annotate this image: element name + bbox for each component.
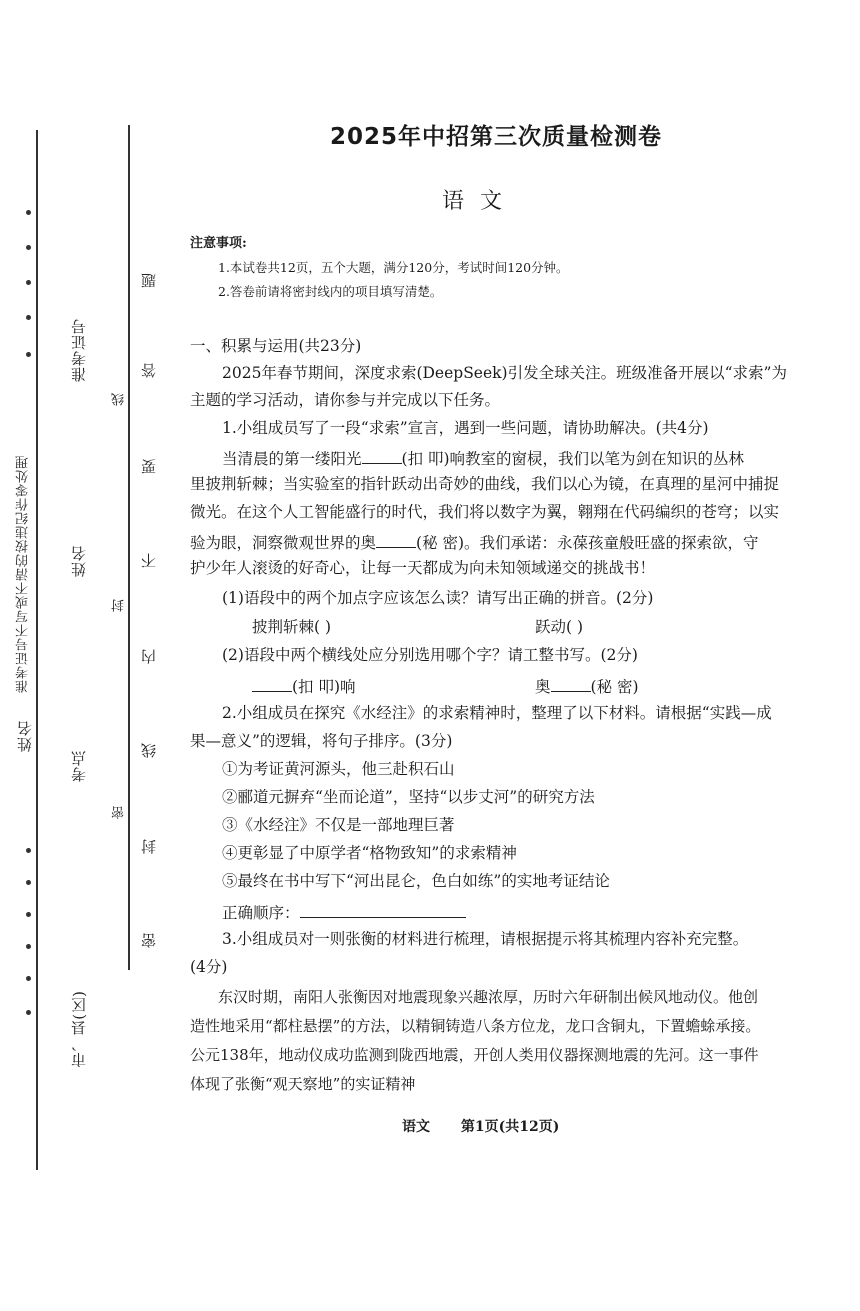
q2-answer-blank[interactable] [300,903,466,918]
notes-item-2: 2.答卷前请将密封线内的项目填写清楚。 [218,284,443,299]
q1-sub2: (2)语段中两个横线处应分别选用哪个字？请工整书写。(2分) [222,646,638,664]
q2-item-5: ⑤最终在书中写下“河出昆仑，色白如练”的实地考证结论 [222,872,610,890]
q3-para-2: 造性地采用“都柱悬摆”的方法，以精铜铸造八条方位龙，龙口含铜丸，下置蟾蜍承接。 [190,1017,761,1035]
q3-para-3: 公元138年，地动仪成功监测到陇西地震，开创人类用仪器探测地震的先河。这一事件 [190,1046,759,1064]
exam-title: 2025年中招第三次质量检测卷 [330,124,663,150]
seal-char-6: 线 [140,742,158,758]
notes-heading: 注意事项: [190,236,247,251]
q1-sub2-b-pre: 奥 [535,678,551,696]
q2-stem-2: 果—意义”的逻辑，将句子排序。(3分) [190,732,453,750]
q2-item-2: ②郦道元摒弃“坐而论道”，坚持“以步丈河”的研究方法 [222,788,595,806]
q1-sub2-b [535,677,639,696]
q3-para-1: 东汉时期，南阳人张衡因对地震现象兴趣浓厚，历时六年研制出候风地动仪。他创 [218,988,759,1006]
q3-para-4: 体现了张衡“观天察地”的实证精神 [190,1075,416,1093]
margin-dot [26,245,31,250]
margin-label-id: 准考证号 [70,318,88,382]
margin-dot [26,210,31,215]
exam-subject: 语文 [442,189,519,214]
q3-stem-2: (4分) [190,958,228,976]
seal-char-4: 不 [140,552,158,568]
q1-sub2-blank-1[interactable] [252,677,292,692]
margin-label-site: 考点 [70,750,88,782]
q1-stem: 1.小组成员写了一段“求索”宣言，遇到一些问题，请协助解决。(共4分) [222,419,709,437]
margin-dot [26,280,31,285]
footer-page: 第1页(共12页) [460,1119,560,1135]
seal-char-9: 线 [112,392,127,406]
margin-label-name: 姓名 [16,720,34,752]
q1-para-4a: 验为眼，洞察微观世界的奥 [190,534,377,552]
margin-dot [26,848,31,853]
seal-char-8: 密 [140,932,158,948]
q1-sub1-b[interactable]: 跃动( ) [535,618,584,636]
q1-blank-1[interactable] [362,449,402,464]
q1-sub2-blank-2[interactable] [551,677,591,692]
section-heading: 一、积累与运用(共23分) [190,337,362,355]
seal-char-1: 题 [140,272,158,288]
margin-dot [26,352,31,357]
seal-char-3: 要 [140,458,158,474]
q1-para-3: 微光。在这个人工智能盛行的时代，我们将以数字为翼，翱翔在代码编织的苍穹；以实 [190,503,780,521]
section-intro-1: 2025年春节期间，深度求索(DeepSeek)引发全球关注。班级准备开展以“求索”为 [222,364,787,382]
seal-char-2: 答 [140,362,158,378]
margin-dot [26,944,31,949]
notes-item-1: 1.本试卷共12页，五个大题，满分120分，考试时间120分钟。 [218,260,569,275]
q2-answer-label: 正确顺序： [222,904,300,922]
margin-label-name-2: 姓名 [70,545,88,577]
q1-para-4 [190,533,759,552]
q1-para-1b: (扣 叩)响教室的窗棂，我们以笔为剑在知识的丛林 [401,450,745,468]
q2-item-1: ①为考证黄河源头，他三赴积石山 [222,760,455,778]
q1-sub2-b-text: (秘 密) [590,678,639,696]
q1-para-2: 里披荆斩棘；当实验室的指针跃动出奇妙的曲线，我们以心为镜，在真理的星河中捕捉 [190,475,780,493]
q3-stem-1: 3.小组成员对一则张衡的材料进行梳理，请根据提示将其梳理内容补充完整。 [222,930,749,948]
seal-char-5: 内 [140,648,158,664]
margin-label-county: 市、县(区) [70,990,88,1068]
margin-dot [26,880,31,885]
margin-dot [26,912,31,917]
q2-item-4: ④更彰显了中原学者“格物致知”的求索精神 [222,844,517,862]
seal-line [128,125,130,970]
q1-blank-2[interactable] [376,533,416,548]
q1-sub2-a-text: (扣 叩)响 [292,678,356,696]
q1-sub1: (1)语段中的两个加点字应该怎么读？请写出正确的拼音。(2分) [222,589,654,607]
q2-stem-1: 2.小组成员在探究《水经注》的求索精神时，整理了以下材料。请根据“实践—成 [222,704,772,722]
footer-subject: 语文 [402,1119,430,1135]
q2-answer [222,903,466,922]
margin-notice: 准考证号不写或不清的按违纪作零处理 [16,455,31,693]
page-footer [402,1116,559,1136]
section-intro-2: 主题的学习活动，请你参与并完成以下任务。 [190,391,501,409]
seal-char-7: 封 [140,838,158,854]
q1-para-1a: 当清晨的第一缕阳光 [222,450,362,468]
margin-dot [26,315,31,320]
binding-line [36,130,38,1170]
margin-dot [26,1010,31,1015]
q1-para-5: 护少年人滚烫的好奇心，让每一天都成为向未知领域递交的挑战书！ [190,559,656,577]
margin-dot [26,976,31,981]
q2-item-3: ③《水经注》不仅是一部地理巨著 [222,816,455,834]
q1-sub2-a [252,677,356,696]
q1-sub1-a[interactable]: 披荆斩棘( ) [252,618,332,636]
q1-para-4b: (秘 密)。我们承诺：永葆孩童般旺盛的探索欲，守 [416,534,759,552]
q1-para-1 [222,449,744,468]
seal-char-11: 密 [112,805,127,819]
seal-char-10: 封 [112,598,127,612]
